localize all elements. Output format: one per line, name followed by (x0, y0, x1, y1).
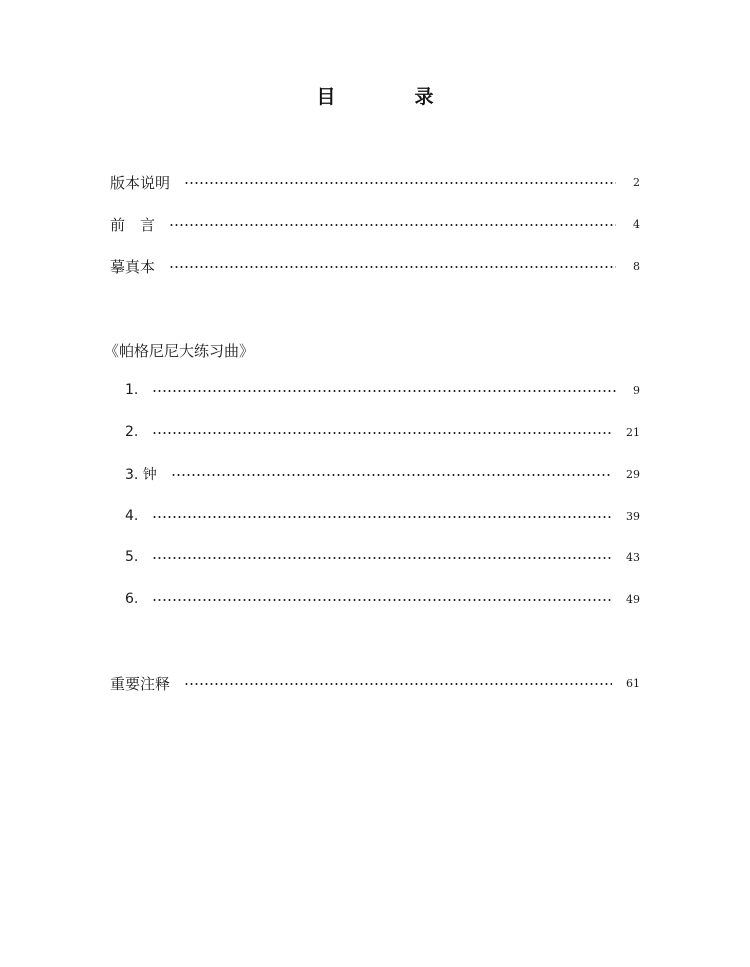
toc-entry-etude-4[interactable] (125, 505, 640, 527)
toc-page-number: 8 (633, 259, 640, 273)
toc-entry-etude-2[interactable] (125, 421, 640, 443)
toc-entry-edition-notes[interactable] (110, 171, 640, 193)
dot-leader (171, 474, 612, 476)
toc-entry-label: 重要注释 (110, 674, 171, 693)
dot-leader (184, 182, 616, 184)
toc-page-number: 4 (633, 217, 640, 231)
toc-entry-label: 摹真本 (110, 257, 156, 276)
toc-entry-etude-5[interactable] (125, 546, 640, 568)
toc-entry-facsimile[interactable] (110, 255, 640, 277)
toc-entry-etude-1[interactable] (125, 379, 640, 401)
toc-entry-etude-6[interactable] (125, 588, 640, 610)
toc-entry-label: 版本说明 (110, 173, 171, 192)
toc-page-number: 21 (626, 425, 640, 439)
dot-leader (152, 432, 612, 434)
toc-page-number: 39 (626, 509, 640, 523)
toc-page-number: 61 (626, 676, 640, 690)
toc-entry-label: 6. (125, 591, 139, 607)
dot-leader (152, 516, 612, 518)
dot-leader (152, 599, 612, 601)
toc-page-number: 2 (633, 175, 640, 189)
toc-entry-etude-3[interactable] (125, 463, 640, 485)
toc-entry-important-notes[interactable] (110, 672, 640, 694)
toc-entry-label: 4. (125, 508, 139, 524)
toc-entry-label: 3. 钟 (125, 467, 157, 483)
toc-page-number: 49 (626, 592, 640, 606)
toc-entry-label: 2. (125, 424, 139, 440)
dot-leader (184, 683, 612, 685)
toc-entry-label: 前 言 (110, 215, 156, 234)
toc-page-number: 29 (626, 467, 640, 481)
section-heading: 《帕格尼尼大练习曲》 (104, 342, 255, 360)
dot-leader (169, 266, 616, 268)
dot-leader (169, 224, 616, 226)
toc-entry-label: 5. (125, 549, 139, 565)
toc-page-number: 9 (633, 383, 640, 397)
toc-entry-preface[interactable] (110, 213, 640, 235)
dot-leader (152, 390, 616, 392)
toc-entry-label: 1. (125, 382, 139, 398)
dot-leader (152, 557, 612, 559)
toc-page-number: 43 (626, 550, 640, 564)
page-title: 目 录 (316, 86, 464, 108)
